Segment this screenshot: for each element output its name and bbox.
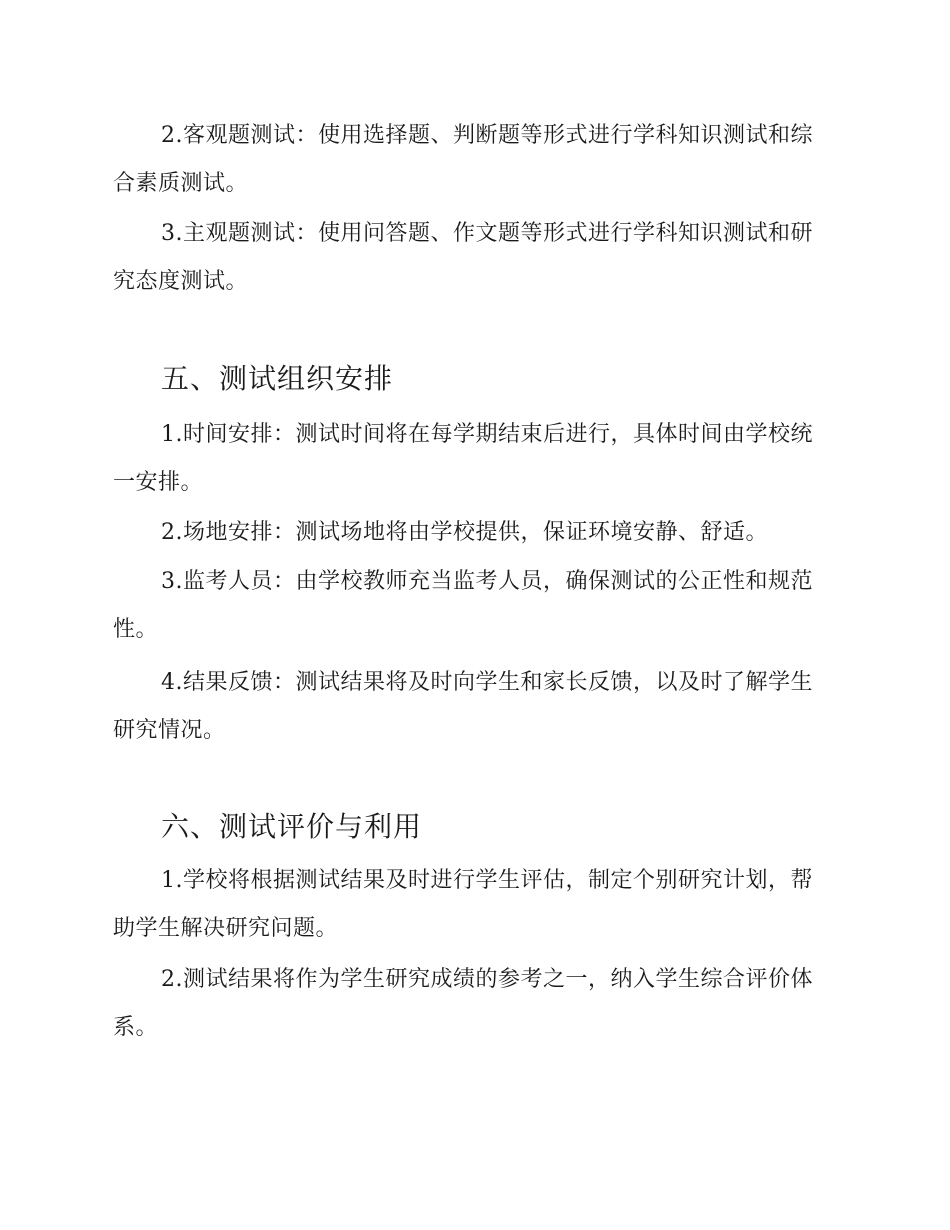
paragraph-objective-test: 2.客观题测试：使用选择题、判断题等形式进行学科知识测试和综合素质测试。 [113,123,813,196]
paragraph-time-arrangement: 1.时间安排：测试时间将在每学期结束后进行，具体时间由学校统一安排。 [113,422,813,495]
paragraph-result-feedback: 4.结果反馈：测试结果将及时向学生和家长反馈，以及时了解学生研究情况。 [113,670,813,743]
paragraph-subjective-test: 3.主观题测试：使用问答题、作文题等形式进行学科知识测试和研究态度测试。 [113,221,813,294]
paragraph-venue-arrangement: 2.场地安排：测试场地将由学校提供，保证环境安静、舒适。 [161,520,768,545]
section-heading-test-organization: 五、测试组织安排 [161,362,394,395]
paragraph-result-reference: 2.测试结果将作为学生研究成绩的参考之一，纳入学生综合评价体系。 [113,967,813,1040]
paragraph-school-evaluation: 1.学校将根据测试结果及时进行学生评估，制定个别研究计划，帮助学生解决研究问题。 [113,868,813,941]
section-heading-evaluation-usage: 六、测试评价与利用 [161,810,423,843]
paragraph-invigilators: 3.监考人员：由学校教师充当监考人员，确保测试的公正性和规范性。 [113,569,813,642]
